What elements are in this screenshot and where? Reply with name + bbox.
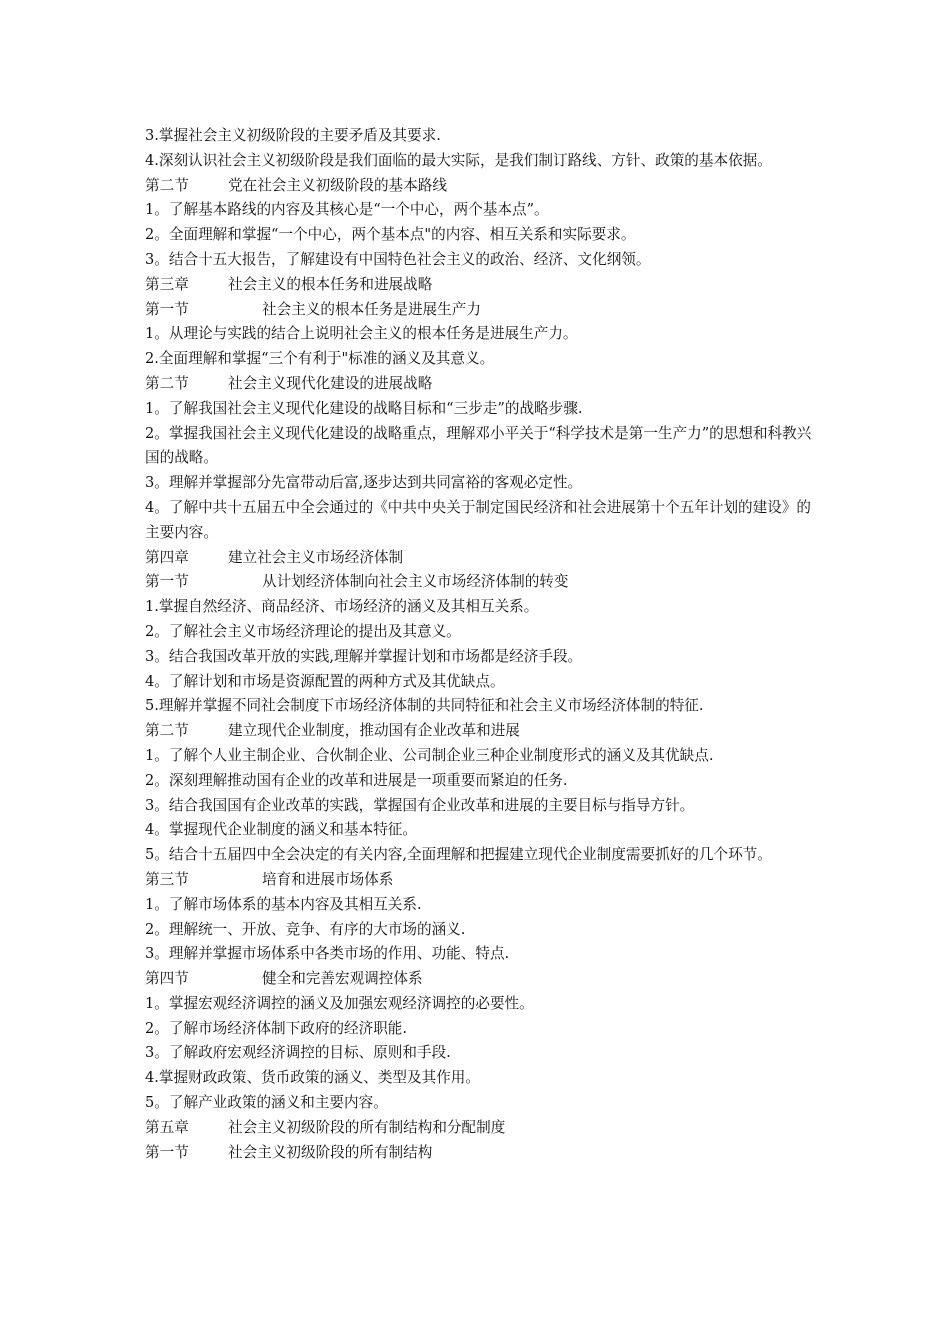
section-title: 社会主义的根本任务是进展生产力	[262, 300, 481, 318]
list-item: 3。结合我国国有企业改革的实践，掌握国有企业改革和进展的主要目标与指导方针。	[145, 796, 695, 814]
section-heading	[145, 174, 815, 199]
section-title: 党在社会主义初级阶段的基本路线	[228, 176, 447, 194]
list-item: 5。了解产业政策的涵义和主要内容。	[145, 1094, 388, 1112]
list-item: 1。从理论与实践的结合上说明社会主义的根本任务是进展生产力。	[145, 325, 578, 343]
list-item: 4.深刻认识社会主义初级阶段是我们面临的最大实际，是我们制订路线、方针、政策的基本依据。	[145, 151, 772, 169]
section-number: 第四节	[145, 970, 189, 988]
section-heading	[145, 570, 815, 595]
list-item: 4。掌握现代企业制度的涵义和基本特征。	[145, 821, 417, 839]
section-number: 第五章	[145, 1118, 189, 1136]
section-number: 第二节	[145, 374, 189, 392]
list-item: 2。深刻理解推动国有企业的改革和进展是一项重要而紧迫的任务.	[145, 771, 568, 789]
section-title: 社会主义初级阶段的所有制结构和分配制度	[228, 1118, 506, 1136]
list-item: 1。了解我国社会主义现代化建设的战略目标和“三步走”的战略步骤.	[145, 399, 583, 417]
list-item: 4。了解中共十五届五中全会通过的《中共中央关于制定国民经济和社会进展第十个五年计划的建设》的主要内容。	[145, 498, 812, 541]
section-heading	[145, 546, 815, 571]
list-item: 3。了解政府宏观经济调控的目标、原则和手段.	[145, 1044, 451, 1062]
list-item: 3。结合十五大报告，了解建设有中国特色社会主义的政治、经济、文化纲领。	[145, 250, 651, 268]
section-number: 第四章	[145, 548, 189, 566]
section-number: 第三节	[145, 870, 189, 888]
list-item: 1.掌握自然经济、商品经济、市场经济的涵义及其相互关系。	[145, 598, 539, 616]
section-title: 社会主义的根本任务和进展战略	[228, 275, 433, 293]
list-item: 5.理解并掌握不同社会制度下市场经济体制的共同特征和社会主义市场经济体制的特征.	[145, 697, 704, 715]
list-item: 1。了解市场体系的基本内容及其相互关系.	[145, 895, 422, 913]
list-item: 1。了解基本路线的内容及其核心是“一个中心，两个基本点”。	[145, 201, 549, 219]
section-number: 第二节	[145, 176, 189, 194]
section-number: 第一节	[145, 300, 189, 318]
list-item: 2。掌握我国社会主义现代化建设的战略重点，理解邓小平关于“科学技术是第一生产力”的思想和科教兴国的战略。	[145, 424, 812, 467]
list-item: 4。了解计划和市场是资源配置的两种方式及其优缺点。	[145, 672, 505, 690]
section-number: 第一节	[145, 573, 189, 591]
section-number: 第一节	[145, 1143, 189, 1161]
section-heading	[145, 372, 815, 397]
section-number: 第二节	[145, 722, 189, 740]
section-heading	[145, 1116, 815, 1141]
list-item: 2.全面理解和掌握“三个有利于"标准的涵义及其意义。	[145, 350, 495, 368]
list-item: 2。理解统一、开放、竞争、有序的大市场的涵义.	[145, 920, 466, 938]
list-item: 3。结合我国改革开放的实践,理解并掌握计划和市场都是经济手段。	[145, 647, 583, 665]
list-item: 1。掌握宏观经济调控的涵义及加强宏观经济调控的必要性。	[145, 994, 534, 1012]
section-heading	[145, 273, 815, 298]
list-item: 5。结合十五届四中全会决定的有关内容,全面理解和把握建立现代企业制度需要抓好的几个环节。	[145, 846, 772, 864]
section-heading	[145, 1141, 815, 1166]
section-number: 第三章	[145, 275, 189, 293]
section-heading	[145, 298, 815, 323]
list-item: 4.掌握财政政策、货币政策的涵义、类型及其作用。	[145, 1069, 480, 1087]
list-item: 2。了解市场经济体制下政府的经济职能.	[145, 1019, 408, 1037]
list-item: 1。了解个人业主制企业、合伙制企业、公司制企业三种企业制度形式的涵义及其优缺点.	[145, 746, 714, 764]
section-title: 健全和完善宏观调控体系	[262, 970, 423, 988]
document-body	[145, 124, 815, 1165]
list-item: 2。全面理解和掌握“一个中心，两个基本点"的内容、相互关系和实际要求。	[145, 226, 636, 244]
list-item: 3。理解并掌握市场体系中各类市场的作用、功能、特点.	[145, 945, 510, 963]
section-title: 建立现代企业制度，推动国有企业改革和进展	[228, 722, 520, 740]
list-item: 2。了解社会主义市场经济理论的提出及其意义。	[145, 622, 461, 640]
section-title: 社会主义初级阶段的所有制结构	[228, 1143, 433, 1161]
section-heading	[145, 868, 815, 893]
section-heading	[145, 719, 815, 744]
section-title: 从计划经济体制向社会主义市场经济体制的转变	[262, 573, 569, 591]
section-title: 建立社会主义市场经济体制	[228, 548, 404, 566]
section-title: 培育和进展市场体系	[262, 870, 394, 888]
list-item: 3。理解并掌握部分先富带动后富,逐步达到共同富裕的客观必定性。	[145, 474, 583, 492]
section-title: 社会主义现代化建设的进展战略	[228, 374, 433, 392]
section-heading	[145, 967, 815, 992]
list-item: 3.掌握社会主义初级阶段的主要矛盾及其要求.	[145, 127, 441, 144]
